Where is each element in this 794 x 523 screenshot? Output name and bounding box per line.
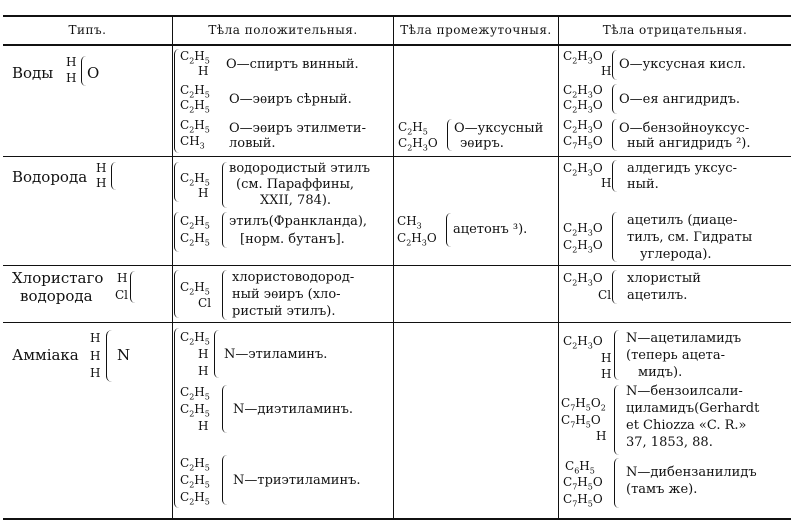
brace-icon bbox=[214, 330, 219, 378]
brace-icon bbox=[222, 212, 227, 248]
formula-line: $C_2H_3O$ bbox=[397, 231, 437, 248]
compound-name: O—уксусная кисл. bbox=[619, 57, 746, 72]
compound-name-cont: (см. Параффины, bbox=[236, 177, 355, 192]
compound-name: O—эѳиръ сѣрный. bbox=[229, 92, 352, 107]
compound-name-cont: et Chiozza «C. R.» bbox=[626, 418, 747, 433]
compound-name: O—спиртъ винный. bbox=[226, 57, 359, 72]
brace-icon bbox=[111, 162, 116, 190]
type-name-hydrogen-chloride: Хлористаго bbox=[12, 269, 104, 287]
compound-name: хлористоводород- bbox=[232, 270, 355, 285]
compound-name-cont: ацетилъ. bbox=[627, 288, 688, 303]
type-formula: H bbox=[90, 366, 101, 380]
compound-name: хлористый bbox=[627, 271, 701, 286]
formula-line: $CH_3$ bbox=[397, 214, 422, 231]
type-name-ammonia: Аммiака bbox=[12, 346, 79, 364]
header-bottom-rule bbox=[3, 44, 791, 46]
formula-line: $C_2H_5$ bbox=[180, 330, 210, 347]
brace-icon bbox=[612, 270, 617, 304]
brace-icon bbox=[447, 119, 452, 151]
type-formula: H bbox=[90, 331, 101, 345]
compound-name: O—уксусный bbox=[454, 121, 544, 136]
brace-icon bbox=[222, 270, 227, 320]
type-formula: H bbox=[96, 161, 107, 175]
compound-name-cont: ный эѳиръ (хло- bbox=[232, 287, 341, 302]
formula-line: H bbox=[601, 176, 612, 190]
formula-line: $C_2H_3O$ bbox=[563, 334, 603, 351]
formula-line: H bbox=[198, 364, 209, 378]
column-divider-3 bbox=[558, 15, 559, 519]
formula-line: $C_6H_5$ bbox=[565, 459, 595, 476]
brace-icon bbox=[612, 119, 617, 151]
compound-name: алдегидъ уксус- bbox=[627, 161, 737, 176]
compound-name-cont: (теперь ацета- bbox=[626, 348, 725, 363]
row-divider-3 bbox=[3, 322, 791, 323]
compound-name: O—эѳиръ этилмети- bbox=[229, 121, 366, 136]
formula-line: $C_2H_3O$ bbox=[563, 238, 603, 255]
brace-icon bbox=[106, 330, 112, 382]
formula-line: $C_7H_5O$ bbox=[563, 134, 603, 151]
formula-line: $C_2H_5$ bbox=[180, 171, 210, 188]
compound-name: N—этиламинъ. bbox=[224, 347, 328, 362]
formula-line: H bbox=[596, 429, 607, 443]
formula-line: $C_2H_5$ bbox=[180, 473, 210, 490]
formula-line: H bbox=[601, 64, 612, 78]
formula-line: $C_2H_5$ bbox=[180, 402, 210, 419]
brace-icon bbox=[174, 162, 179, 202]
formula-line: $C_2H_3O$ bbox=[563, 271, 603, 288]
brace-icon bbox=[174, 212, 179, 252]
formula-line: $C_2H_3O$ bbox=[563, 221, 603, 238]
column-divider-1 bbox=[172, 15, 173, 519]
row-divider-1 bbox=[3, 156, 791, 157]
formula-line: $C_7H_5O_2$ bbox=[561, 396, 606, 413]
type-name-hydrogen: Водорода bbox=[12, 168, 88, 186]
brace-icon bbox=[130, 271, 135, 303]
formula-line: $C_2H_5$ bbox=[180, 214, 210, 231]
formula-line: $C_2H_5$ bbox=[180, 280, 210, 297]
brace-icon bbox=[612, 84, 617, 114]
compound-name-cont: тилъ, см. Гидраты bbox=[627, 230, 753, 245]
formula-line: $C_2H_5$ bbox=[180, 98, 210, 115]
formula-line: $C_2H_5$ bbox=[180, 49, 210, 66]
compound-name-cont: ловый. bbox=[229, 136, 276, 151]
brace-icon bbox=[222, 385, 227, 433]
formula-line: $C_7H_5O$ bbox=[563, 492, 603, 509]
formula-line: $C_2H_3O$ bbox=[398, 136, 438, 153]
type-formula: H bbox=[90, 349, 101, 363]
compound-name: N—ацетиламидъ bbox=[626, 331, 742, 346]
compound-name-cont: мидъ). bbox=[638, 365, 683, 380]
compound-name: N—дибензанилидъ bbox=[626, 465, 757, 480]
compound-name: N—бензоилсали- bbox=[626, 384, 743, 399]
brace-icon bbox=[174, 270, 179, 318]
formula-line: H bbox=[601, 351, 612, 365]
formula-line: $C_2H_5$ bbox=[180, 456, 210, 473]
type-formula: H bbox=[96, 176, 107, 190]
type-formula: H bbox=[66, 71, 77, 85]
formula-line: $C_2H_3O$ bbox=[563, 161, 603, 178]
compound-name-cont: эѳиръ. bbox=[460, 136, 504, 151]
brace-icon bbox=[174, 328, 179, 508]
formula-line: $C_2H_5$ bbox=[398, 120, 428, 137]
compound-name: этилъ(Франкланда), bbox=[229, 214, 368, 229]
compound-name-cont: (тамъ же). bbox=[626, 482, 698, 497]
brace-icon bbox=[614, 330, 619, 380]
compound-name-cont: ристый этилъ). bbox=[232, 304, 336, 319]
type-name-water: Воды bbox=[12, 64, 54, 82]
formula-line: $C_2H_5$ bbox=[180, 118, 210, 135]
table-bottom-rule bbox=[3, 518, 791, 520]
formula-line: H bbox=[198, 347, 209, 361]
compound-name-cont: XXII, 784). bbox=[260, 193, 332, 208]
compound-name-cont: циламидъ(Gerhardt bbox=[626, 401, 760, 416]
brace-icon bbox=[614, 458, 619, 508]
brace-icon bbox=[222, 162, 227, 208]
brace-icon bbox=[612, 50, 617, 80]
compound-name: O—бензойноуксус- bbox=[619, 121, 750, 136]
formula-line: $C_2H_3O$ bbox=[563, 49, 603, 66]
formula-line: $C_2H_5$ bbox=[180, 385, 210, 402]
compound-name-cont: 37, 1853, 88. bbox=[626, 435, 713, 450]
formula-line: $C_2H_3O$ bbox=[563, 118, 603, 135]
type-formula: H bbox=[117, 271, 128, 285]
type-name-hydrogen-chloride-cont: водорода bbox=[20, 287, 93, 305]
formula-line: $C_2H_5$ bbox=[180, 231, 210, 248]
header-negative: Тѣла отрицательныя. bbox=[602, 23, 748, 37]
column-divider-2 bbox=[393, 15, 394, 519]
brace-icon bbox=[222, 455, 227, 505]
formula-line: Cl bbox=[198, 296, 212, 310]
brace-icon bbox=[81, 56, 86, 86]
formula-line: H bbox=[198, 64, 209, 78]
brace-icon bbox=[446, 213, 451, 247]
compound-name: ацетонъ ³). bbox=[453, 222, 528, 237]
formula-line: $C_2H_3O$ bbox=[563, 83, 603, 100]
compound-name-cont: ный ангидридъ ²). bbox=[627, 136, 751, 151]
type-suffix: O bbox=[87, 64, 100, 82]
compound-name: N—триэтиламинъ. bbox=[233, 473, 361, 488]
compound-name: ацетилъ (диаце- bbox=[627, 213, 738, 228]
type-formula: H bbox=[66, 55, 77, 69]
type-formula: Cl bbox=[115, 288, 129, 302]
row-divider-2 bbox=[3, 265, 791, 266]
header-type: Типъ. bbox=[68, 23, 107, 37]
header-intermediate: Тѣла промежуточныя. bbox=[400, 23, 552, 37]
formula-line: $CH_3$ bbox=[180, 134, 205, 151]
formula-line: $C_7H_5O$ bbox=[561, 413, 601, 430]
formula-line: $C_7H_5O$ bbox=[563, 475, 603, 492]
compound-name-cont: [норм. бутанъ]. bbox=[240, 232, 345, 247]
brace-icon bbox=[612, 212, 617, 262]
brace-icon bbox=[614, 385, 619, 455]
formula-line: Cl bbox=[598, 288, 612, 302]
compound-name: O—ея ангидридъ. bbox=[619, 92, 740, 107]
formula-line: $C_2H_5$ bbox=[180, 490, 210, 507]
compound-name: N—диэтиламинъ. bbox=[233, 402, 354, 417]
compound-name-cont: углерода). bbox=[640, 247, 712, 262]
compound-name: водородистый этилъ bbox=[229, 161, 371, 176]
type-suffix: N bbox=[117, 346, 131, 364]
formula-line: H bbox=[198, 419, 209, 433]
compound-name-cont: ный. bbox=[627, 177, 659, 192]
formula-line: H bbox=[198, 186, 209, 200]
header-positive: Тѣла положительныя. bbox=[208, 23, 358, 37]
formula-line: $C_2H_3O$ bbox=[563, 98, 603, 115]
brace-icon bbox=[174, 49, 179, 153]
formula-line: $C_2H_5$ bbox=[180, 83, 210, 100]
formula-line: H bbox=[601, 367, 612, 381]
brace-icon bbox=[612, 160, 617, 192]
